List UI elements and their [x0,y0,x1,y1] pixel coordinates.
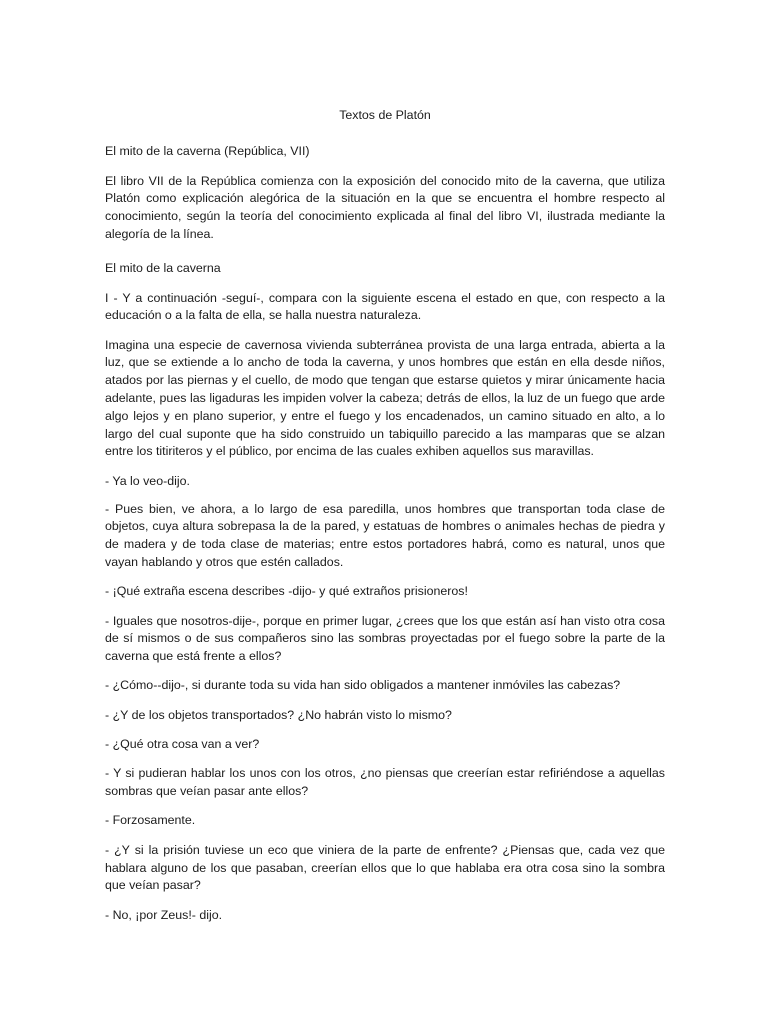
paragraph-7: - ¿Cómo--dijo-, si durante toda su vida han sido obligados a mantener inmóviles las cabezas? [105,678,621,693]
paragraph-9: - ¿Qué otra cosa van a ver? [105,737,260,752]
section-heading: El mito de la caverna [105,260,221,275]
paragraph-8: - ¿Y de los objetos transportados? ¿No habrán visto lo mismo? [105,707,452,722]
paragraph-5: - ¡Qué extraña escena describes -dijo- y qué extraños prisioneros! [105,584,468,599]
document-subtitle: El mito de la caverna (República, VII) [105,143,310,158]
paragraph-6: - Iguales que nosotros-dije-, porque en primer lugar, ¿crees que los que están así han visto otra cosa de sí mismos o de sus compañeros sino las sombras proyectadas por el fuego sobre la parte de la caverna que está frente a ellos? [105,613,665,664]
paragraph-1: I - Y a continuación -seguí-, compara con la siguiente escena el estado en que, con respecto a la educación o a la falta de ella, se halla nuestra naturaleza. [105,290,665,323]
paragraph-10: - Y si pudieran hablar los unos con los otros, ¿no piensas que creerían estar refiriéndose a aquellas sombras que veían pasar ante ellos? [105,766,665,799]
document-title: Textos de Platón [339,108,431,122]
paragraph-4: - Pues bien, ve ahora, a lo largo de esa paredilla, unos hombres que transportan toda clase de objetos, cuya altura sobrepasa la de la pared, y estatuas de hombres o animales hechas de piedra y de madera y de toda clase de materias; entre estos portadores habrá, como es natural, unos que vayan hablando y otros que estén callados. [105,501,665,569]
paragraph-2: Imagina una especie de cavernosa vivienda subterránea provista de una larga entrada, abierta a la luz, que se extiende a lo ancho de toda la caverna, y unos hombres que están en ella desde niños, atados por las piernas y el cuello, de modo que tengan que estarse quietos y mirar únicamente hacia adelante, pues las ligaduras les impiden volver la cabeza; detrás de ellos, la luz de un fuego que arde algo lejos y en plano superior, y entre el fuego y los encadenados, un camino situado en alto, a lo largo del cual suponte que ha sido construido un tabiquillo parecido a las mamparas que se alzan entre los titiriteros y el público, por encima de las cuales exhiben aquellos sus maravillas. [105,337,665,459]
paragraph-3: - Ya lo veo-dijo. [105,473,190,488]
paragraph-12: - ¿Y si la prisión tuviese un eco que viniera de la parte de enfrente? ¿Piensas que, cada vez que hablara alguno de los que pasaban, creerían ellos que lo que hablaba era otra cosa sino la sombra que veían pasar? [105,842,665,893]
paragraph-11: - Forzosamente. [105,813,196,828]
intro-paragraph: El libro VII de la República comienza con la exposición del conocido mito de la caverna, que utiliza Platón como explicación alegórica de la situación en la que se encuentra el hombre respecto al conocimiento, según la teoría del conocimiento explicada al final del libro VI, ilustrada mediante la alegoría de la línea. [105,173,665,241]
paragraph-13: - No, ¡por Zeus!- dijo. [105,907,223,922]
